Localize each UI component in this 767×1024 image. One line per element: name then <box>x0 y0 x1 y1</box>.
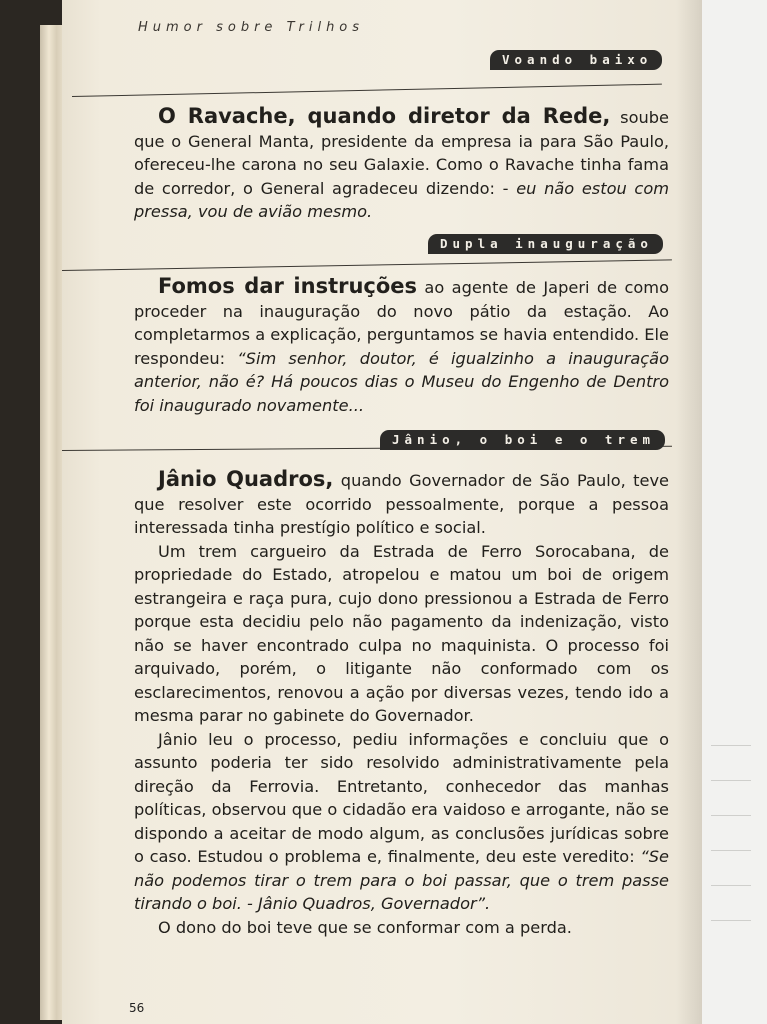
section-rule <box>72 84 662 97</box>
book-page <box>62 0 702 1024</box>
section-janio <box>134 468 669 939</box>
section-quote: “Se não podemos tirar o trem para o boi passar, que o trem passe tirando o boi. - Jânio Quadros, Governador”. <box>134 847 669 913</box>
section-quote: eu não estou com pressa, vou de avião mesmo. <box>134 178 669 221</box>
background-paper-sheet <box>700 0 767 1024</box>
section-text: ao agente de Japeri de como proceder na inauguração do novo pátio da estação. Ao completarmos a explicação, perguntamos se havia entendido. Ele respondeu: <box>134 278 669 368</box>
section-text: soube que o General Manta, presidente da empresa ia para São Paulo, ofereceu-lhe carona no seu Galaxie. Como o Ravache tinha fama de corredor, o General agradeceu dizendo: - <box>134 108 670 198</box>
section-quote: “Sim senhor, doutor, é igualzinho a inauguração anterior, não é? Há poucos dias o Museu do Engenho de Dentro foi inaugurado novamente... <box>134 348 669 415</box>
paragraph: O dono do boi teve que se conformar com a perda. <box>158 917 572 937</box>
page-number: 56 <box>129 1001 145 1015</box>
paragraph: Um trem cargueiro da Estrada de Ferro Sorocabana, de propriedade do Estado, atropelou e matou um boi de origem estrangeira e raça pura, cujo dono pressionou a Estrada de Ferro porque esta decidiu pelo não pagamento da indenização, visto não se haver encontrado culpa no maquinista. O processo foi arquivado, porém, o litigante não conformado com os esclarecimentos, renovou a ação por diversas vezes, tendo ido a mesma parar no gabinete do Governador. <box>134 541 669 725</box>
section-lead: Jânio Quadros, <box>158 467 334 491</box>
section-tab-dupla-inauguracao: Dupla inauguração <box>428 234 663 254</box>
section-dupla-inauguracao <box>134 275 669 417</box>
paragraph: Jânio leu o processo, pediu informações e concluiu que o assunto poderia ter sido resolvido administrativamente pela direção da Ferrovia. Entretanto, conhecedor das manhas políticas, observou que o cidadão era vaidoso e arrogante, não se dispondo a aceitar de modo algum, as conclusões jurídicas sobre o caso. Estudou o problema e, finalmente, deu este veredito: <box>134 729 669 866</box>
section-tab-janio-o-boi-e-o-trem: Jânio, o boi e o trem <box>380 430 665 450</box>
section-lead: O Ravache, quando diretor da Rede, <box>158 104 611 128</box>
section-text: quando Governador de São Paulo, teve que resolver este ocorrido pessoalmente, porque a pessoa interessada tinha prestígio político e social. <box>134 471 670 537</box>
section-tab-voando-baixo: Voando baixo <box>490 50 662 70</box>
section-lead: Fomos dar instruções <box>158 274 418 298</box>
running-head: Humor sobre Trilhos <box>138 20 365 35</box>
section-voando-baixo <box>134 105 669 224</box>
section-rule <box>62 259 672 271</box>
